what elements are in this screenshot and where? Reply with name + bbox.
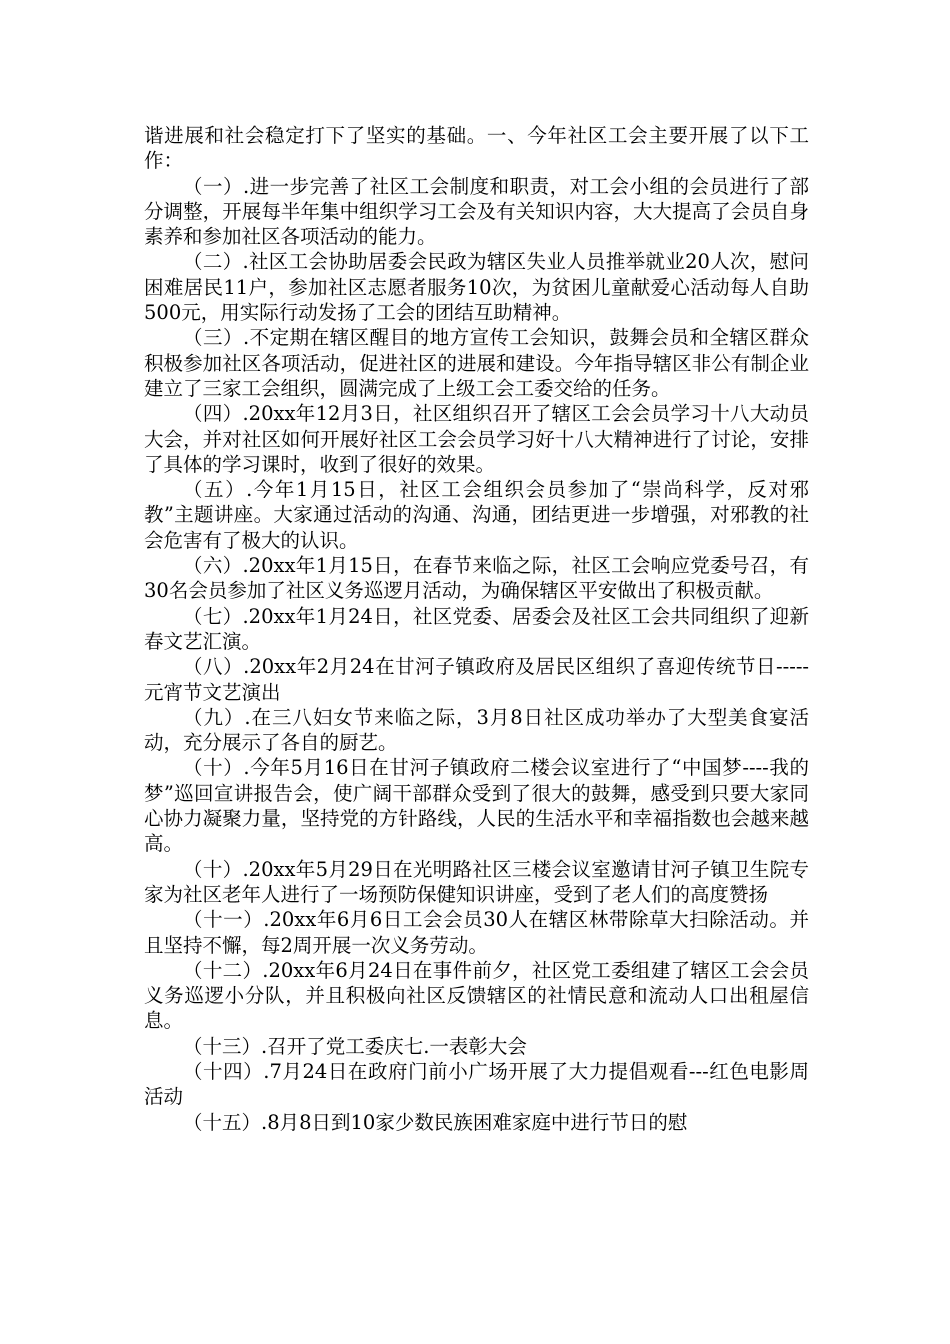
paragraph-item-10: （十）.今年5月16日在甘河子镇政府二楼会议室进行了“中国梦----我的梦”巡回宣讲报告会，使广阔干部群众受到了很大的鼓舞，感受到只要大家同心协力凝聚力量，坚持党的方针路线，人民的生活水平和幸福指数也会越来越高。 [144,756,809,856]
paragraph-item-13: （十三）.召开了党工委庆七.一表彰大会 [183,1034,527,1058]
paragraph-item-7: （七）.20xx年1月24日，社区党委、居委会及社区工会共同组织了迎新春文艺汇演。 [144,604,809,653]
paragraph-item-1: （一）.进一步完善了社区工会制度和职责，对工会小组的会员进行了部分调整，开展每半年集中组织学习工会及有关知识内容，大大提高了会员自身素养和参加社区各项活动的能力。 [144,174,809,249]
paragraph-item-10b: （十）.20xx年5月29日在光明路社区三楼会议室邀请甘河子镇卫生院专家为社区老年人进行了一场预防保健知识讲座，受到了老人们的高度赞扬 [144,857,809,906]
paragraph-intro: 谐进展和社会稳定打下了坚实的基础。一、今年社区工会主要开展了以下工作： [144,124,809,173]
document-body [144,123,809,1135]
paragraph-item-14: （十四）.7月24日在政府门前小广场开展了大力提倡观看---红色电影周活动 [144,1059,809,1109]
paragraph-item-4: （四）.20xx年12月3日，社区组织召开了辖区工会会员学习十八大动员大会，并对社区如何开展好社区工会会员学习好十八大精神进行了讨论，安排了具体的学习课时，收到了很好的效果。 [144,402,809,476]
paragraph-item-3: （三）.不定期在辖区醒目的地方宣传工会知识，鼓舞会员和全辖区群众积极参加社区各项活动，促进社区的进展和建设。今年指导辖区非公有制企业建立了三家工会组织，圆满完成了上级工会工委交给的任务。 [144,326,809,400]
paragraph-item-6: （六）.20xx年1月15日，在春节来临之际，社区工会响应党委号召，有30名会员参加了社区义务巡逻月活动，为确保辖区平安做出了积极贡献。 [144,554,809,603]
paragraph-item-15: （十五）.8月8日到10家少数民族困难家庭中进行节日的慰 [183,1110,688,1134]
paragraph-item-9: （九）.在三八妇女节来临之际，3月8日社区成功举办了大型美食宴活动，充分展示了各自的厨艺。 [144,705,809,755]
paragraph-item-12: （十二）.20xx年6月24日在事件前夕，社区党工委组建了辖区工会会员义务巡逻小分队，并且积极向社区反馈辖区的社情民意和流动人口出租屋信息。 [144,958,809,1033]
paragraph-item-11: （十一）.20xx年6月6日工会会员30人在辖区林带除草大扫除活动。并且坚持不懈，每2周开展一次义务劳动。 [144,908,809,957]
paragraph-item-5: （五）.今年1月15日，社区工会组织会员参加了“崇尚科学，反对邪教”主题讲座。大家通过活动的沟通、沟通，团结更进一步增强，对邪教的社会危害有了极大的认识。 [144,478,809,552]
paragraph-item-8: （八）.20xx年2月24在甘河子镇政府及居民区组织了喜迎传统节日-----元宵节文艺演出 [144,655,809,704]
paragraph-item-2: （二）.社区工会协助居委会民政为辖区失业人员推举就业20人次，慰问困难居民11户，参加社区志愿者服务10次，为贫困儿童献爱心活动每人自助500元，用实际行动发扬了工会的团结互助精神。 [144,250,809,325]
